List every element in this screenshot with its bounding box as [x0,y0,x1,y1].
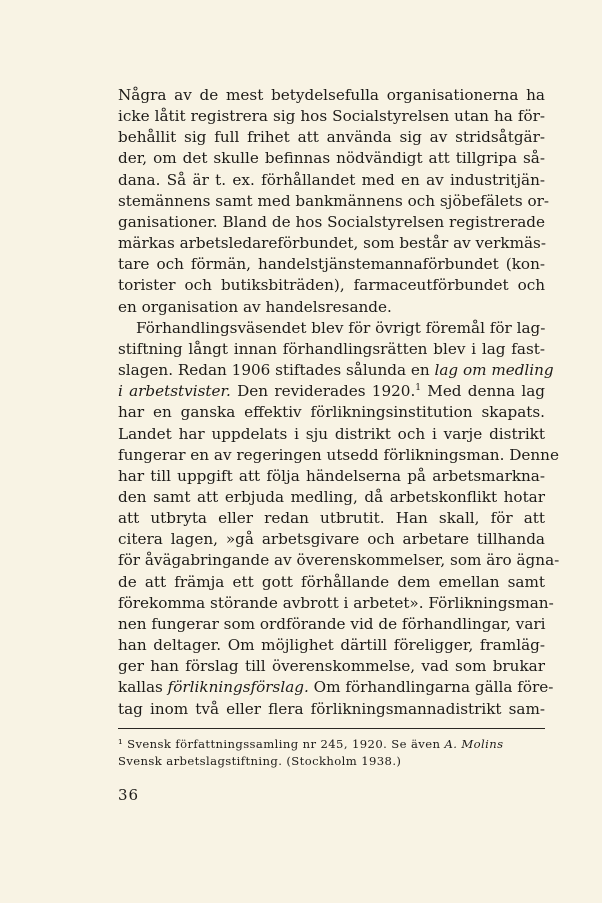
text-line: en organisation av handelsresande. [118,297,392,316]
text-line: behållit sig full frihet att använda sig av stridsåtgär- [118,128,545,147]
text-line: der, om det skulle befinnas nödvändigt att tillgripa så- [118,149,545,168]
text-line: förekomma störande avbrott i arbetet». Förlikningsman- [118,593,554,612]
text-line: i arbetstvister. Den reviderades 1920.$^1$ Med denna lag [118,382,545,401]
text-line: torister och butiksbiträden), farmaceutförbundet och [118,276,545,295]
text-line: märkas arbetsledareförbundet, som består av verkmäs- [118,234,546,253]
text-line: stiftning långt innan förhandlingsrätten blev i lag fast- [118,339,545,358]
text-line: icke låtit registrera sig hos Socialstyrelsen utan ha för- [118,107,545,126]
text-line: han deltager. Om möjlighet därtill föreligger, framläg- [118,636,545,655]
text-line: tag inom två eller flera förlikningsmannadistrikt sam- [118,699,545,718]
footnote-line: Svensk arbetslagstiftning. (Stockholm 1938.) [118,754,402,768]
text-line: de att främja ett gott förhållande dem emellan samt [118,572,545,591]
text-line: tare och förmän, handelstjänstemannaförbundet (kon- [118,255,545,274]
text-line: kallas förlikningsförslag. Om förhandlingarna gälla före- [118,678,554,697]
text-line: stemännens samt med bankmännens och sjöbefälets or- [118,191,549,210]
text-line: fungerar en av regeringen utsedd förlikningsman. Denne [118,445,559,464]
text-line: dana. Så är t. ex. förhållandet med en av industritjän- [118,170,545,189]
text-line: ger han förslag till överenskommelse, vad som brukar [118,657,545,676]
text-line: ganisationer. Bland de hos Socialstyrelsen registrerade [118,212,545,231]
footnote-divider [118,728,545,729]
text-line: citera lagen, »gå arbetsgivare och arbetare tillhanda [118,530,545,549]
footnote [118,736,545,770]
footnote-line: ¹ Svensk författningssamling nr 245, 1920. Se även A. Molins [118,737,504,751]
text-line: Landet har uppdelats i sju distrikt och i varje distrikt [118,424,545,443]
body-text [118,85,560,720]
text-line: att utbryta eller redan utbrutit. Han skall, för att [118,509,545,528]
text-line: för åvägabringande av överenskommelser, som äro ägna- [118,551,560,570]
text-line: den samt att erbjuda medling, då arbetskonflikt hotar [118,487,545,506]
paragraph [118,318,560,720]
text-line: slagen. Redan 1906 stiftades sålunda en lag om medling [118,361,554,380]
text-line: har till uppgift att följa händelserna på arbetsmarkna- [118,466,545,485]
text-line: Förhandlingsväsendet blev för övrigt föremål för lag- [136,318,546,337]
text-line: har en ganska effektiv förlikningsinstitution skapats. [118,403,545,422]
page-number: 36 [118,786,140,804]
text-line: Några av de mest betydelsefulla organisationerna ha [118,86,545,104]
text-line: nen fungerar som ordförande vid de förhandlingar, vari [118,614,546,633]
paragraph [118,85,549,318]
